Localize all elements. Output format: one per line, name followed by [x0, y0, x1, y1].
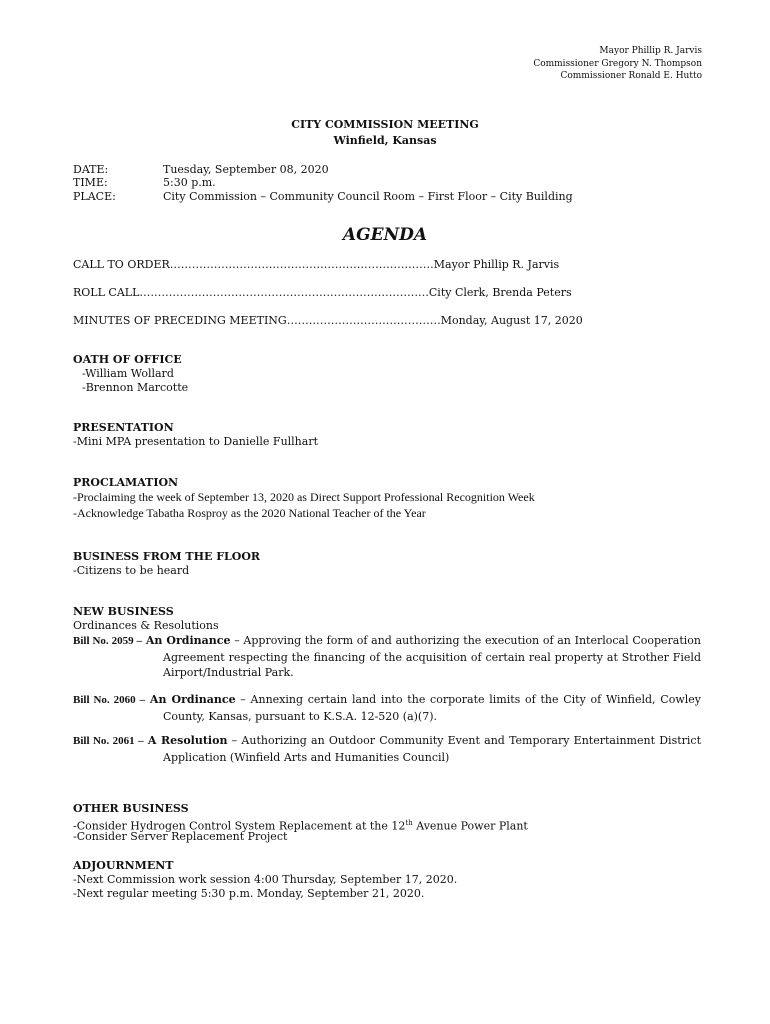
presentation-heading: PRESENTATION	[73, 421, 174, 434]
other-business-heading: OTHER BUSINESS	[73, 802, 189, 815]
bill-text: – Approving the form of and authorizing the execution of an Interlocal Cooperation Agreement respecting the financing of the acquisition of certain real property at Strother Field Airport/Industrial Park.	[163, 634, 701, 679]
header-mayor: Mayor Phillip R. Jarvis	[599, 46, 702, 56]
date-value: Tuesday, September 08, 2020	[163, 163, 329, 176]
bill-number: Bill No. 2060 –	[73, 694, 146, 706]
dot-leader: ……………………………………	[286, 314, 441, 327]
ordinal-suffix: th	[405, 819, 413, 827]
other-business-item: -Consider Server Replacement Project	[73, 830, 288, 843]
agenda-item-minutes	[73, 314, 583, 328]
agenda-item-value: City Clerk, Brenda Peters	[428, 286, 572, 299]
oath-heading: OATH OF OFFICE	[73, 353, 182, 366]
meeting-title: CITY COMMISSION MEETING	[291, 118, 479, 131]
header-commissioner-thompson: Commissioner Gregory N. Thompson	[533, 59, 702, 69]
bill-text: – Annexing certain land into the corporate limits of the City of Winfield, Cowley County, Kansas, pursuant to K.S.A. 12-520 (a)(7).	[163, 693, 701, 723]
bill-type: An Ordinance	[145, 634, 231, 647]
dot-leader: …………………………………………………………………….	[139, 286, 429, 299]
agenda-item-label: MINUTES OF PRECEDING MEETING	[73, 314, 287, 327]
header-commissioner-hutto: Commissioner Ronald E. Hutto	[560, 71, 702, 81]
bill-type: An Ordinance	[149, 693, 236, 706]
bill-2059	[73, 633, 701, 681]
time-label: TIME:	[73, 176, 108, 189]
bill-2061	[73, 733, 701, 765]
oath-item: -William Wollard	[82, 367, 174, 380]
bill-text: – Authorizing an Outdoor Community Event and Temporary Entertainment District Application (Winfield Arts and Humanities Council)	[163, 734, 701, 764]
adjournment-item: -Next Commission work session 4:00 Thursday, September 17, 2020.	[73, 873, 458, 886]
agenda-item-call-to-order	[73, 258, 559, 272]
other-business-text: -Consider Hydrogen Control System Replacement at the 12	[73, 819, 406, 833]
business-floor-heading: BUSINESS FROM THE FLOOR	[73, 550, 261, 563]
business-floor-item: -Citizens to be heard	[73, 564, 190, 577]
bill-number: Bill No. 2059 –	[73, 635, 143, 647]
other-business-text: Avenue Power Plant	[412, 819, 528, 833]
agenda-item-label: CALL TO ORDER	[73, 258, 170, 271]
presentation-item: -Mini MPA presentation to Danielle Fullhart	[73, 435, 319, 448]
agenda-item-label: ROLL CALL	[73, 286, 140, 299]
agenda-item-value: Mayor Phillip R. Jarvis	[433, 258, 560, 271]
adjournment-item: -Next regular meeting 5:30 p.m. Monday, September 21, 2020.	[73, 887, 425, 900]
time-value: 5:30 p.m.	[163, 176, 216, 189]
proclamation-item: -Proclaiming the week of September 13, 2020 as Direct Support Professional Recognition Week	[73, 490, 535, 504]
adjournment-heading: ADJOURNMENT	[73, 859, 174, 872]
date-label: DATE:	[73, 163, 109, 176]
bill-2060	[73, 692, 701, 724]
agenda-heading: AGENDA	[342, 225, 428, 245]
bill-type: A Resolution	[147, 734, 228, 747]
meeting-location: Winfield, Kansas	[333, 134, 437, 147]
new-business-subheading: Ordinances & Resolutions	[73, 619, 219, 632]
new-business-heading: NEW BUSINESS	[73, 605, 174, 618]
bill-number: Bill No. 2061 –	[73, 735, 144, 747]
place-label: PLACE:	[73, 190, 116, 203]
dot-leader: ………………………………………………………………	[169, 258, 434, 271]
proclamation-item: -Acknowledge Tabatha Rosproy as the 2020 National Teacher of the Year	[73, 506, 426, 520]
oath-item: -Brennon Marcotte	[82, 381, 189, 394]
proclamation-heading: PROCLAMATION	[73, 476, 179, 489]
place-value: City Commission – Community Council Room – First Floor – City Building	[163, 190, 573, 203]
agenda-item-value: Monday, August 17, 2020	[440, 314, 583, 327]
agenda-item-roll-call	[73, 286, 572, 300]
